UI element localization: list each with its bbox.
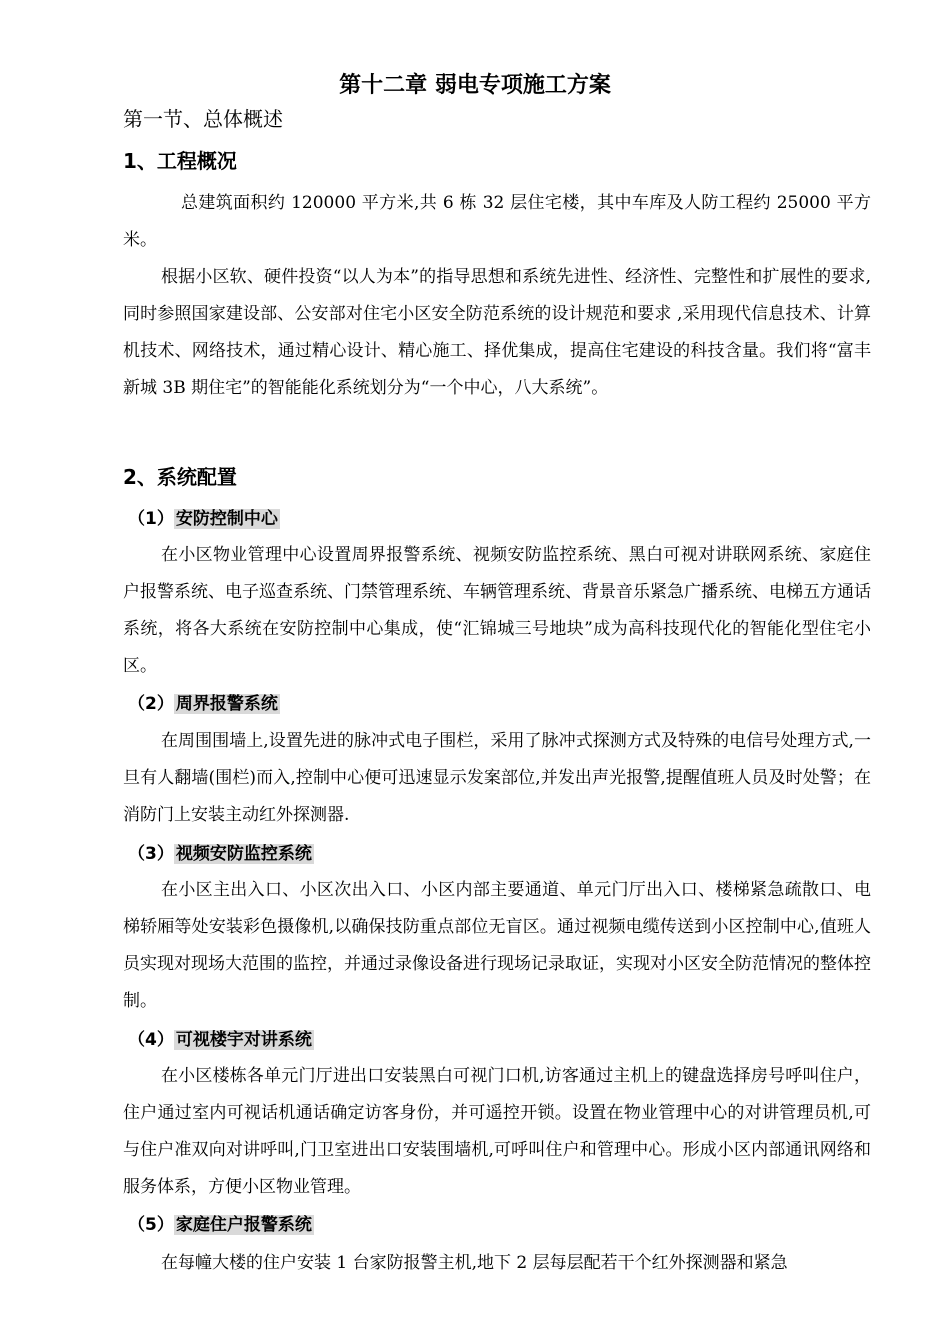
paragraph-security-control-center: 在小区物业管理中心设置周界报警系统、视频安防监控系统、黑白可视对讲联网系统、家庭住户报警系统、电子巡查系统、门禁管理系统、车辆管理系统、背景音乐紧急广播系统、电梯五方通话系统，将各大系统在安防控制中心集成，使“汇锦城三号地块”成为高科技现代化的智能化型住宅小区。	[123, 545, 871, 676]
paragraph-perimeter-alarm: 在周围围墙上,设置先进的脉冲式电子围栏，采用了脉冲式探测方式及特殊的电信号处理方式,一旦有人翻墙(围栏)而入,控制中心便可迅速显示发案部位,并发出声光报警,提醒值班人员及时处警；在消防门上安装主动红外探测器.	[123, 731, 871, 825]
paragraph-area: 总建筑面积约 120000 平方米,共 6 栋 32 层住宅楼，其中车库及人防工程约 25000 平方米。	[123, 193, 871, 250]
subheading-label: 安防控制中心	[175, 509, 278, 529]
section-heading: 第一节、总体概述	[123, 107, 283, 131]
subheading-video-surveillance	[128, 841, 314, 867]
subheading-label: 可视楼宇对讲系统	[175, 1030, 312, 1050]
subheading-number: （1）	[128, 509, 174, 529]
paragraph-video-intercom: 在小区楼栋各单元门厅进出口安装黑白可视门口机,访客通过主机上的键盘选择房号呼叫住户，住户通过室内可视话机通话确定访客身份，并可遥控开锁。设置在物业管理中心的对讲管理员机,可与住户准双向对讲呼叫,门卫室进出口安装围墙机,可呼叫住户和管理中心。形成小区内部通讯网络和服务体系，方便小区物业管理。	[123, 1066, 871, 1197]
subheading-home-alarm	[128, 1212, 314, 1238]
paragraph-home-alarm: 在每幢大楼的住户安装 1 台家防报警主机,地下 2 层每层配若干个红外探测器和紧急	[161, 1253, 788, 1273]
paragraph-video-surveillance: 在小区主出入口、小区次出入口、小区内部主要通道、单元门厅出入口、楼梯紧急疏散口、电梯轿厢等处安装彩色摄像机,以确保技防重点部位无盲区。通过视频电缆传送到小区控制中心,值班人员实现对现场大范围的监控，并通过录像设备进行现场记录取证，实现对小区安全防范情况的整体控制。	[123, 880, 871, 1011]
subheading-number: （5）	[128, 1215, 174, 1235]
subheading-number: （3）	[128, 844, 174, 864]
subheading-label: 视频安防监控系统	[175, 844, 312, 864]
heading-project-overview: 1、工程概况	[123, 149, 237, 173]
subheading-number: （2）	[128, 694, 174, 714]
subheading-label: 周界报警系统	[175, 694, 278, 714]
subheading-number: （4）	[128, 1030, 174, 1050]
subheading-label: 家庭住户报警系统	[175, 1215, 312, 1235]
subheading-video-intercom	[128, 1027, 314, 1053]
subheading-security-control-center	[128, 506, 280, 532]
subheading-perimeter-alarm	[128, 691, 280, 717]
heading-system-configuration: 2、系统配置	[123, 465, 237, 489]
chapter-title: 第十二章 弱电专项施工方案	[339, 73, 611, 98]
paragraph-design-principles: 根据小区软、硬件投资“以人为本”的指导思想和系统先进性、经济性、完整性和扩展性的要求,同时参照国家建设部、公安部对住宅小区安全防范系统的设计规范和要求 ,采用现代信息技术、计算机技术、网络技术，通过精心设计、精心施工、择优集成，提高住宅建设的科技含量。我们将“富丰新城 3B 期住宅”的智能能化系统划分为“一个中心，八大系统”。	[123, 267, 871, 398]
